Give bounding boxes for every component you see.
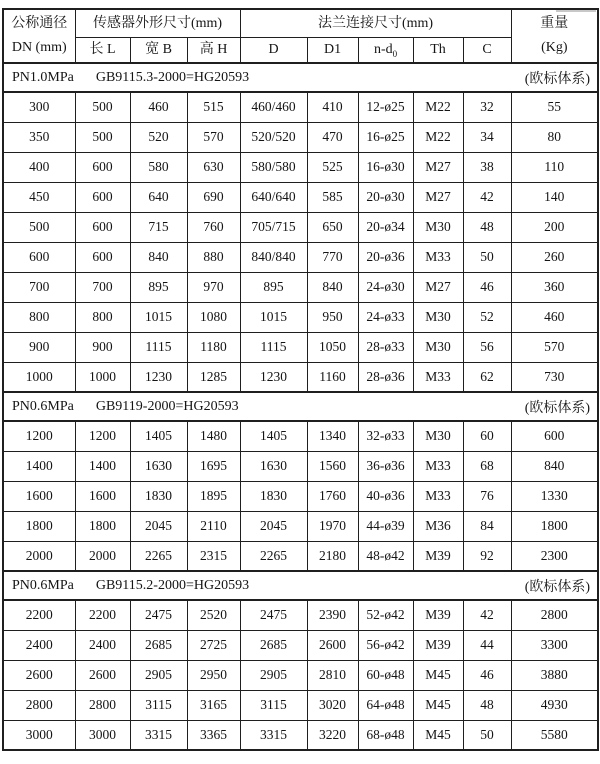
cell-c: 56	[463, 332, 511, 362]
section-pressure-rating: PN0.6MPa	[12, 398, 74, 414]
cell-dn: 1800	[3, 511, 75, 541]
cell-width-b: 2265	[130, 541, 187, 571]
table-row	[3, 92, 598, 122]
section-standard-code: GB9115.2-2000=HG20593	[95, 577, 250, 593]
cell-length-l: 2800	[75, 690, 130, 720]
cell-length-l: 700	[75, 272, 130, 302]
table-row	[3, 690, 598, 720]
cell-weight: 1800	[511, 511, 598, 541]
cell-d1: 470	[307, 122, 358, 152]
table-row	[3, 600, 598, 630]
cell-d1: 1050	[307, 332, 358, 362]
cell-height-h: 1180	[187, 332, 240, 362]
table-row	[3, 630, 598, 660]
cell-length-l: 2600	[75, 660, 130, 690]
cell-weight: 5580	[511, 720, 598, 750]
cell-height-h: 2315	[187, 541, 240, 571]
cell-dn: 450	[3, 182, 75, 212]
cell-d: 2045	[240, 511, 307, 541]
cell-width-b: 2905	[130, 660, 187, 690]
cell-height-h: 1480	[187, 421, 240, 451]
cell-width-b: 3315	[130, 720, 187, 750]
cell-d: 840/840	[240, 242, 307, 272]
cell-n-d0: 52-ø42	[358, 600, 413, 630]
cell-height-h: 2725	[187, 630, 240, 660]
cell-d1: 410	[307, 92, 358, 122]
cell-length-l: 600	[75, 152, 130, 182]
cell-th: M33	[413, 481, 463, 511]
cell-th: M27	[413, 182, 463, 212]
cell-height-h: 1695	[187, 451, 240, 481]
table-body	[3, 63, 598, 750]
cell-weight: 200	[511, 212, 598, 242]
cell-height-h: 3165	[187, 690, 240, 720]
cell-dn: 2000	[3, 541, 75, 571]
cell-n-d0: 20-ø30	[358, 182, 413, 212]
cell-dn: 1000	[3, 362, 75, 392]
cell-d1: 840	[307, 272, 358, 302]
cell-d: 580/580	[240, 152, 307, 182]
cell-height-h: 1080	[187, 302, 240, 332]
column-header-height-h: 高 H	[187, 37, 240, 63]
weight-label-line2: (Kg)	[541, 40, 568, 55]
cell-th: M30	[413, 332, 463, 362]
cell-length-l: 1400	[75, 451, 130, 481]
table-row	[3, 451, 598, 481]
cell-d: 705/715	[240, 212, 307, 242]
cell-th: M22	[413, 122, 463, 152]
cell-d: 2265	[240, 541, 307, 571]
cell-d: 1405	[240, 421, 307, 451]
table-row	[3, 481, 598, 511]
table-row	[3, 421, 598, 451]
cell-width-b: 3115	[130, 690, 187, 720]
cell-th: M30	[413, 212, 463, 242]
cell-dn: 1400	[3, 451, 75, 481]
cell-d: 3115	[240, 690, 307, 720]
cell-height-h: 515	[187, 92, 240, 122]
cell-th: M36	[413, 511, 463, 541]
cell-c: 50	[463, 720, 511, 750]
cell-dn: 2600	[3, 660, 75, 690]
cell-length-l: 1000	[75, 362, 130, 392]
cell-length-l: 2400	[75, 630, 130, 660]
cell-width-b: 840	[130, 242, 187, 272]
cell-d1: 585	[307, 182, 358, 212]
cell-dn: 1200	[3, 421, 75, 451]
cell-c: 38	[463, 152, 511, 182]
section-header-row	[3, 392, 598, 421]
table-row	[3, 541, 598, 571]
cell-d1: 1160	[307, 362, 358, 392]
column-header-dn	[3, 9, 75, 63]
column-group-flange-dimensions: 法兰连接尺寸(mm)	[240, 9, 511, 37]
n-d0-subscript: 0	[392, 48, 398, 59]
cell-weight: 110	[511, 152, 598, 182]
cell-n-d0: 56-ø42	[358, 630, 413, 660]
cell-d1: 1760	[307, 481, 358, 511]
cell-dn: 1600	[3, 481, 75, 511]
cell-length-l: 900	[75, 332, 130, 362]
cell-th: M30	[413, 302, 463, 332]
cell-th: M39	[413, 630, 463, 660]
cell-th: M27	[413, 272, 463, 302]
cell-weight: 3880	[511, 660, 598, 690]
cell-d: 460/460	[240, 92, 307, 122]
cell-d1: 2390	[307, 600, 358, 630]
cell-th: M39	[413, 600, 463, 630]
column-header-width-b: 宽 B	[130, 37, 187, 63]
cell-c: 68	[463, 451, 511, 481]
cell-weight: 2300	[511, 541, 598, 571]
cell-c: 92	[463, 541, 511, 571]
cell-n-d0: 44-ø39	[358, 511, 413, 541]
column-header-d1: D1	[307, 37, 358, 63]
cell-height-h: 880	[187, 242, 240, 272]
header-sub-row	[3, 37, 598, 63]
cell-dn: 2400	[3, 630, 75, 660]
section-note: (欧标体系)	[524, 400, 591, 416]
cell-height-h: 760	[187, 212, 240, 242]
cell-n-d0: 40-ø36	[358, 481, 413, 511]
cell-length-l: 1800	[75, 511, 130, 541]
cell-height-h: 690	[187, 182, 240, 212]
cell-c: 46	[463, 660, 511, 690]
cell-weight: 360	[511, 272, 598, 302]
cell-n-d0: 64-ø48	[358, 690, 413, 720]
header-group-row	[3, 9, 598, 37]
cell-c: 76	[463, 481, 511, 511]
cell-width-b: 1405	[130, 421, 187, 451]
cell-width-b: 1830	[130, 481, 187, 511]
cell-dn: 2200	[3, 600, 75, 630]
cell-length-l: 600	[75, 242, 130, 272]
section-header-row	[3, 63, 598, 92]
cell-length-l: 2200	[75, 600, 130, 630]
cell-height-h: 970	[187, 272, 240, 302]
table-row	[3, 152, 598, 182]
cell-d: 2685	[240, 630, 307, 660]
cell-weight: 140	[511, 182, 598, 212]
column-header-c: C	[463, 37, 511, 63]
cell-d: 1630	[240, 451, 307, 481]
cell-d: 1830	[240, 481, 307, 511]
cell-weight: 80	[511, 122, 598, 152]
cell-c: 44	[463, 630, 511, 660]
cell-th: M33	[413, 362, 463, 392]
cell-c: 60	[463, 421, 511, 451]
section-standard-code: GB9115.3-2000=HG20593	[95, 69, 250, 85]
cell-width-b: 895	[130, 272, 187, 302]
table-row	[3, 182, 598, 212]
column-group-sensor-dimensions: 传感器外形尺寸(mm)	[75, 9, 240, 37]
cell-length-l: 800	[75, 302, 130, 332]
cell-n-d0: 20-ø36	[358, 242, 413, 272]
cell-c: 50	[463, 242, 511, 272]
cell-length-l: 1600	[75, 481, 130, 511]
cell-width-b: 520	[130, 122, 187, 152]
cell-dn: 3000	[3, 720, 75, 750]
cell-weight: 460	[511, 302, 598, 332]
cell-width-b: 1230	[130, 362, 187, 392]
cell-c: 42	[463, 600, 511, 630]
cell-c: 42	[463, 182, 511, 212]
cell-length-l: 600	[75, 182, 130, 212]
cell-width-b: 2045	[130, 511, 187, 541]
cell-d1: 2180	[307, 541, 358, 571]
cell-d: 1015	[240, 302, 307, 332]
cell-height-h: 1895	[187, 481, 240, 511]
cell-d1: 2810	[307, 660, 358, 690]
cell-dn: 400	[3, 152, 75, 182]
spec-table	[2, 8, 599, 751]
cell-width-b: 715	[130, 212, 187, 242]
section-header-cell	[3, 392, 598, 421]
cell-th: M45	[413, 720, 463, 750]
cell-d1: 1560	[307, 451, 358, 481]
cell-height-h: 2950	[187, 660, 240, 690]
table-row	[3, 332, 598, 362]
cell-n-d0: 36-ø36	[358, 451, 413, 481]
cell-length-l: 3000	[75, 720, 130, 750]
cell-width-b: 580	[130, 152, 187, 182]
column-header-weight	[511, 9, 598, 63]
cell-weight: 730	[511, 362, 598, 392]
cell-width-b: 460	[130, 92, 187, 122]
section-note: (欧标体系)	[524, 579, 591, 595]
cell-width-b: 1115	[130, 332, 187, 362]
cell-n-d0: 24-ø33	[358, 302, 413, 332]
cell-weight: 260	[511, 242, 598, 272]
weight-label-line1: 重量	[540, 16, 569, 31]
table-row	[3, 212, 598, 242]
cell-width-b: 640	[130, 182, 187, 212]
cell-d1: 650	[307, 212, 358, 242]
cell-th: M30	[413, 421, 463, 451]
cell-n-d0: 12-ø25	[358, 92, 413, 122]
n-d0-main: n-d	[373, 42, 393, 57]
cell-n-d0: 60-ø48	[358, 660, 413, 690]
section-pressure-rating: PN0.6MPa	[12, 577, 74, 593]
cell-weight: 55	[511, 92, 598, 122]
cell-th: M22	[413, 92, 463, 122]
table-row	[3, 122, 598, 152]
table-row	[3, 720, 598, 750]
table-row	[3, 242, 598, 272]
cell-d1: 525	[307, 152, 358, 182]
cell-n-d0: 48-ø42	[358, 541, 413, 571]
cell-d: 3315	[240, 720, 307, 750]
cell-c: 48	[463, 212, 511, 242]
cell-th: M33	[413, 451, 463, 481]
cell-dn: 900	[3, 332, 75, 362]
cell-d1: 3020	[307, 690, 358, 720]
cell-c: 62	[463, 362, 511, 392]
cell-width-b: 1630	[130, 451, 187, 481]
cell-dn: 800	[3, 302, 75, 332]
section-note: (欧标体系)	[524, 71, 591, 87]
cell-d: 2475	[240, 600, 307, 630]
table-row	[3, 362, 598, 392]
column-header-th: Th	[413, 37, 463, 63]
cell-weight: 570	[511, 332, 598, 362]
cell-weight: 840	[511, 451, 598, 481]
section-header-row	[3, 571, 598, 600]
cell-c: 34	[463, 122, 511, 152]
cell-height-h: 3365	[187, 720, 240, 750]
cell-height-h: 2520	[187, 600, 240, 630]
cell-dn: 2800	[3, 690, 75, 720]
table-row	[3, 511, 598, 541]
cell-d1: 1970	[307, 511, 358, 541]
cell-dn: 600	[3, 242, 75, 272]
cell-d: 520/520	[240, 122, 307, 152]
cell-width-b: 1015	[130, 302, 187, 332]
cell-n-d0: 24-ø30	[358, 272, 413, 302]
cell-weight: 4930	[511, 690, 598, 720]
cell-c: 52	[463, 302, 511, 332]
dn-label-line2: DN (mm)	[11, 40, 67, 55]
cell-height-h: 630	[187, 152, 240, 182]
section-header-cell	[3, 63, 598, 92]
cell-d: 640/640	[240, 182, 307, 212]
cell-d1: 950	[307, 302, 358, 332]
cell-weight: 600	[511, 421, 598, 451]
cell-c: 46	[463, 272, 511, 302]
cell-dn: 500	[3, 212, 75, 242]
cell-n-d0: 68-ø48	[358, 720, 413, 750]
table-row	[3, 660, 598, 690]
cell-width-b: 2685	[130, 630, 187, 660]
cell-n-d0: 32-ø33	[358, 421, 413, 451]
cell-weight: 1330	[511, 481, 598, 511]
cell-d1: 2600	[307, 630, 358, 660]
column-header-length-l: 长 L	[75, 37, 130, 63]
cell-weight: 2800	[511, 600, 598, 630]
dn-label-line1: 公称通径	[11, 16, 68, 31]
column-header-n-d0	[358, 37, 413, 63]
cell-height-h: 1285	[187, 362, 240, 392]
cell-th: M27	[413, 152, 463, 182]
cell-c: 84	[463, 511, 511, 541]
cell-c: 48	[463, 690, 511, 720]
cell-length-l: 1200	[75, 421, 130, 451]
cell-width-b: 2475	[130, 600, 187, 630]
cell-height-h: 2110	[187, 511, 240, 541]
cell-length-l: 500	[75, 92, 130, 122]
cell-n-d0: 28-ø36	[358, 362, 413, 392]
cell-n-d0: 20-ø34	[358, 212, 413, 242]
section-pressure-rating: PN1.0MPa	[12, 69, 74, 85]
page-edge-artifact	[556, 10, 596, 12]
cell-th: M45	[413, 660, 463, 690]
table-row	[3, 272, 598, 302]
cell-dn: 300	[3, 92, 75, 122]
cell-n-d0: 16-ø30	[358, 152, 413, 182]
cell-d: 1230	[240, 362, 307, 392]
cell-n-d0: 16-ø25	[358, 122, 413, 152]
cell-weight: 3300	[511, 630, 598, 660]
section-standard-code: GB9119-2000=HG20593	[95, 398, 239, 414]
cell-dn: 700	[3, 272, 75, 302]
cell-th: M45	[413, 690, 463, 720]
cell-d: 2905	[240, 660, 307, 690]
table-header	[3, 9, 598, 63]
cell-n-d0: 28-ø33	[358, 332, 413, 362]
cell-length-l: 600	[75, 212, 130, 242]
cell-dn: 350	[3, 122, 75, 152]
cell-d1: 1340	[307, 421, 358, 451]
cell-d1: 770	[307, 242, 358, 272]
section-header-cell	[3, 571, 598, 600]
cell-length-l: 500	[75, 122, 130, 152]
column-header-d: D	[240, 37, 307, 63]
cell-d1: 3220	[307, 720, 358, 750]
cell-d: 1115	[240, 332, 307, 362]
cell-th: M33	[413, 242, 463, 272]
cell-length-l: 2000	[75, 541, 130, 571]
cell-d: 895	[240, 272, 307, 302]
cell-c: 32	[463, 92, 511, 122]
cell-height-h: 570	[187, 122, 240, 152]
table-row	[3, 302, 598, 332]
cell-th: M39	[413, 541, 463, 571]
